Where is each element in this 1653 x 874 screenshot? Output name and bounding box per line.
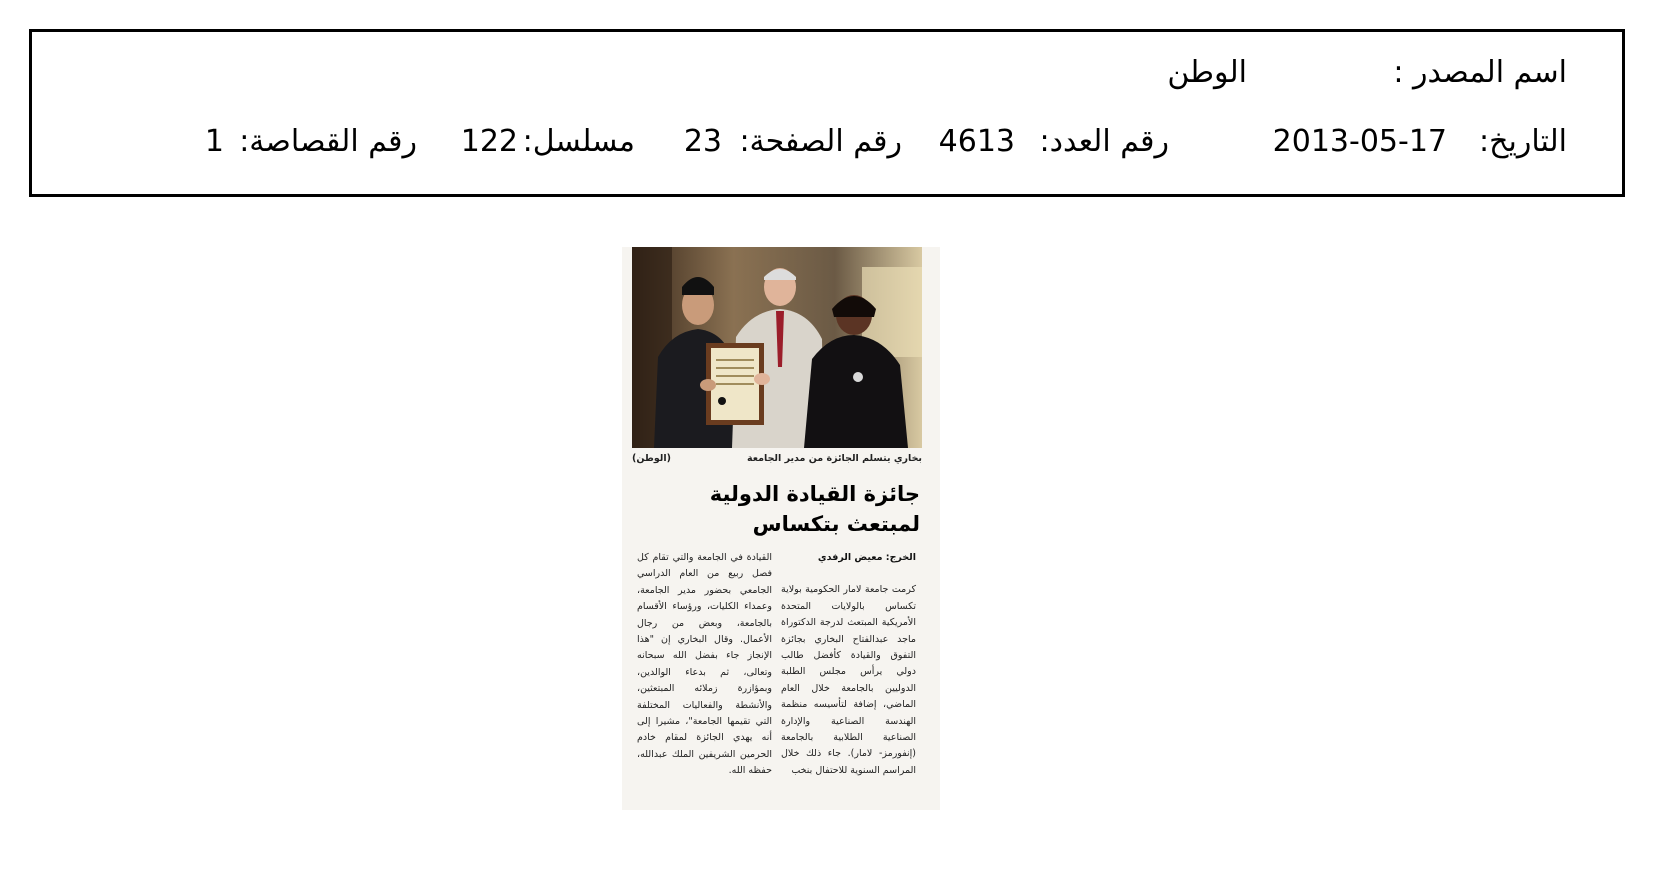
photo-caption-row <box>632 451 922 467</box>
source-label: اسم المصدر : <box>1393 55 1567 90</box>
headline-line-1: جائزة القيادة الدولية <box>709 482 920 506</box>
award-ceremony-photo <box>632 247 922 448</box>
date-label: التاريخ: <box>1479 124 1567 159</box>
column-left-text: القيادة في الجامعة والتي تقام كل فصل ربيع من العام الدراسي الجامعي بحضور مدير الجامعة، وعمداء الكليات، ورؤساء الأقسام بالجامعة، وبعض من رجال الأعمال. وقال البخاري إن "هذا الإنجاز جاء بفضل الله سبحانه وتعالى، ثم بدعاء الوالدين، وبمؤازرة زملائه المبتعثين، والأنشطة والفعاليات المختلفة التي تقيمها الجامعة"، مشيرا إلى أنه يهدي الجائزة لمقام خادم الحرمين الشريفين الملك عبدالله، حفظه الله. <box>637 552 772 777</box>
serial-label: مسلسل: <box>522 124 635 159</box>
clip-label: رقم القصاصة: <box>239 124 417 159</box>
photo-caption: بخاري يتسلم الجائزة من مدير الجامعة <box>747 453 922 464</box>
page-label: رقم الصفحة: <box>739 124 902 159</box>
source-value: الوطن <box>1167 55 1247 90</box>
article-byline: الخرج: معيض الرفدي <box>817 552 916 563</box>
issue-label: رقم العدد: <box>1039 124 1169 159</box>
serial-value: 122 <box>460 124 518 159</box>
photo-source: (الوطن) <box>632 453 671 464</box>
article-headline <box>640 479 920 539</box>
article-column-left <box>637 550 772 780</box>
page-value: 23 <box>683 124 722 159</box>
date-value: 2013-05-17 <box>1272 124 1447 159</box>
headline-line-2: لمبتعث بتكساس <box>752 512 920 536</box>
column-right-text: كرمت جامعة لامار الحكومية بولاية تكساس بالولايات المتحدة الأمريكية المبتعث لدرجة الدكتوراة ماجد عبدالفتاح البخاري بجائزة التفوق والقيادة كأفضل طالب دولي يرأس مجلس الطلبة الدوليين بالجامعة خلال العام الماضي، إضافة لتأسيسه منظمة الهندسة الصناعية والإدارة الصناعية الطلابية بالجامعة (إنفورمز- لامار). جاء ذلك خلال المراسم السنوية للاحتفال بنخب <box>781 584 916 776</box>
photo-icon <box>632 247 922 448</box>
clip-value: 1 <box>204 124 224 159</box>
newspaper-clipping <box>622 247 940 810</box>
source-info-box <box>29 29 1625 197</box>
issue-value: 4613 <box>938 124 1015 159</box>
article-column-right <box>781 550 916 779</box>
